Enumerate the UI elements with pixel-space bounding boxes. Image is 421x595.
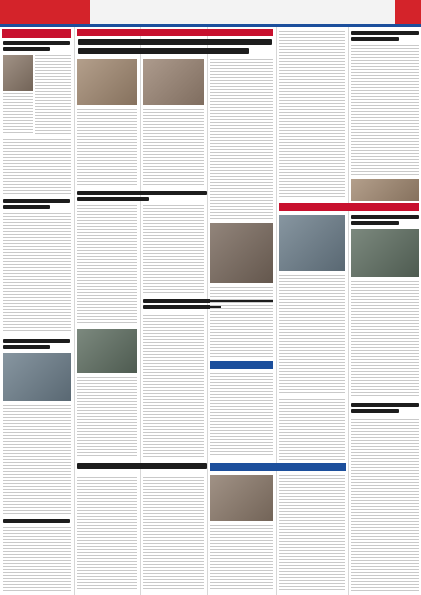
story-body-text: [3, 527, 71, 591]
masthead: [0, 0, 421, 24]
story-photo: [351, 179, 419, 201]
story-body-text: [143, 315, 204, 457]
news-column-3: [141, 27, 206, 595]
news-column-6: [349, 27, 421, 595]
story-photo: [77, 329, 137, 373]
story-body-text: [3, 139, 71, 195]
story-body-text: [279, 475, 345, 591]
story-photo: [279, 215, 345, 271]
news-column-5: [277, 27, 347, 595]
story-body-text: [77, 205, 137, 325]
story-body-text: [279, 275, 345, 395]
story-body-text: [351, 281, 419, 397]
story-photo: [210, 475, 273, 521]
story-headline: [351, 215, 419, 227]
news-column-1: [0, 27, 73, 595]
story-body-text: [35, 55, 71, 135]
section-label-band: [2, 29, 71, 38]
story-body-text: [279, 31, 345, 199]
story-headline: [3, 199, 70, 211]
news-column-4: [208, 27, 275, 595]
story-body-text: [351, 45, 419, 175]
story-body-text: [3, 213, 71, 333]
story-headline: [3, 41, 70, 53]
story-body-text: [143, 205, 204, 295]
story-body-text: [351, 419, 419, 591]
story-headline: [3, 339, 70, 351]
story-photo: [143, 59, 204, 105]
story-body-text: [3, 93, 33, 135]
story-body-text: [143, 477, 204, 591]
story-photo: [351, 229, 419, 277]
story-photo: [77, 59, 137, 105]
story-body-text: [3, 405, 71, 515]
story-headline: [3, 519, 70, 525]
story-headline: [351, 31, 419, 43]
edition-banner: [150, 0, 360, 24]
story-body-text: [143, 109, 204, 187]
story-photo: [3, 353, 71, 401]
story-body-text: [210, 287, 273, 357]
story-body-text: [210, 525, 273, 591]
story-body-text: [77, 377, 137, 457]
section-label-band: [210, 361, 273, 369]
story-photo: [3, 55, 33, 91]
story-body-text: [210, 373, 273, 457]
news-column-2: [75, 27, 139, 595]
story-body-text: [77, 477, 137, 591]
story-headline: [351, 403, 419, 415]
page-number-box: [395, 0, 421, 24]
newspaper-logo: [0, 0, 90, 24]
story-body-text: [279, 399, 345, 461]
story-body-text: [210, 59, 273, 219]
story-body-text: [77, 109, 137, 187]
story-photo: [210, 223, 273, 283]
